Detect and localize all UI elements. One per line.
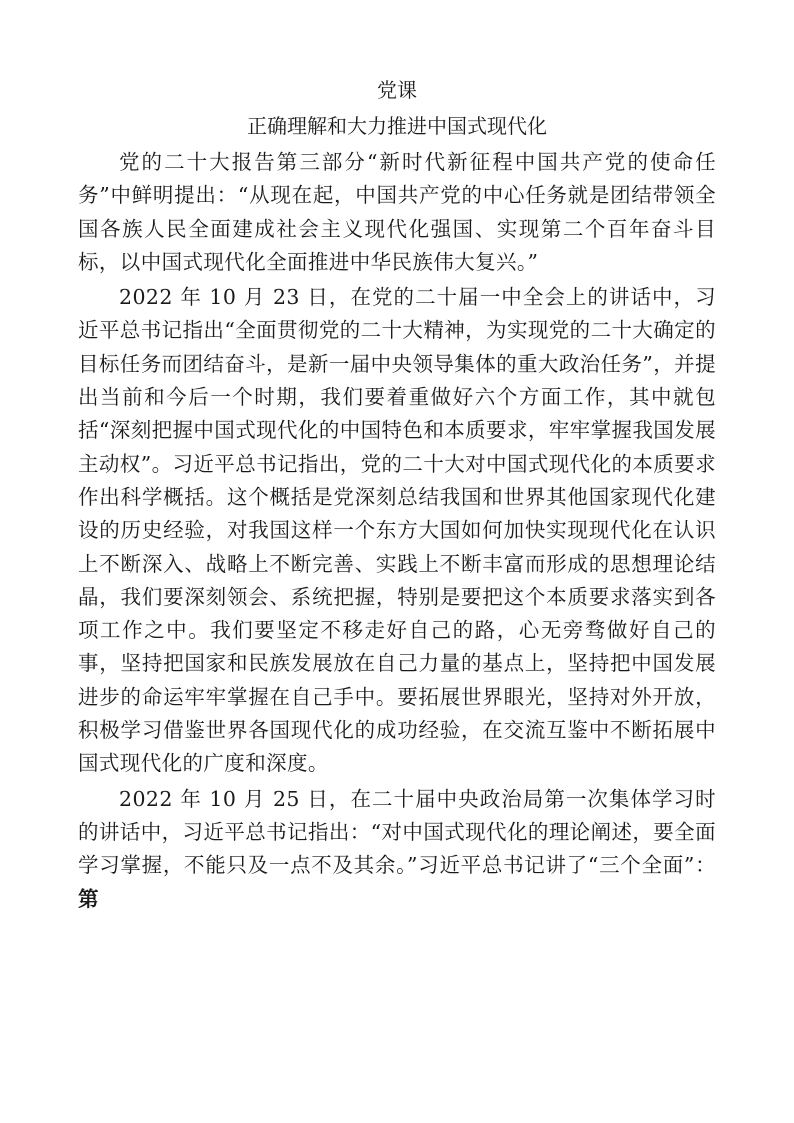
paragraph-3: [78, 783, 716, 916]
paragraph-1: 党的二十大报告第三部分“新时代新征程中国共产党的使命任务”中鲜明提出：“从现在起，中国共产党的中心任务就是团结带领全国各族人民全面建成社会主义现代化强国、实现第二个百年奋斗目标，以中国式现代化全面推进中华民族伟大复兴。”: [78, 150, 716, 274]
paragraph-3-text: 2022 年 10 月 25 日，在二十届中央政治局第一次集体学习时的讲话中，习近平总书记指出：“对中国式现代化的理论阐述，要全面学习掌握，不能只及一点不及其余。”习近平总书记讲了“三个全面”：: [78, 786, 716, 878]
document-title: 党课: [377, 78, 417, 102]
paragraph-2: 2022 年 10 月 23 日，在党的二十届一中全会上的讲话中，习近平总书记指出“全面贯彻党的二十大精神，为实现党的二十大确定的目标任务而团结奋斗，是新一届中央领导集体的重大政治任务”，并提出当前和今后一个时期，我们要着重做好六个方面工作，其中就包括“深刻把握中国式现代化的中国特色和本质要求，牢牢掌握我国发展主动权”。习近平总书记指出，党的二十大对中国式现代化的本质要求作出科学概括。这个概括是党深刻总结我国和世界其他国家现代化建设的历史经验，对我国这样一个东方大国如何加快实现现代化在认识上不断深入、战略上不断完善、实践上不断丰富而形成的思想理论结晶，我们要深刻领会、系统把握，特别是要把这个本质要求落实到各项工作之中。我们要坚定不移走好自己的路，心无旁骛做好自己的事，坚持把国家和民族发展放在自己力量的基点上，坚持把中国发展进步的命运牢牢掌握在自己手中。要拓展世界眼光，坚持对外开放，积极学习借鉴世界各国现代化的成功经验，在交流互鉴中不断拓展中国式现代化的广度和深度。: [78, 285, 716, 776]
document-body: [78, 72, 716, 916]
paragraph-3-bold-tail: 第: [78, 886, 99, 911]
document-subtitle: 正确理解和大力推进中国式现代化: [247, 114, 547, 138]
